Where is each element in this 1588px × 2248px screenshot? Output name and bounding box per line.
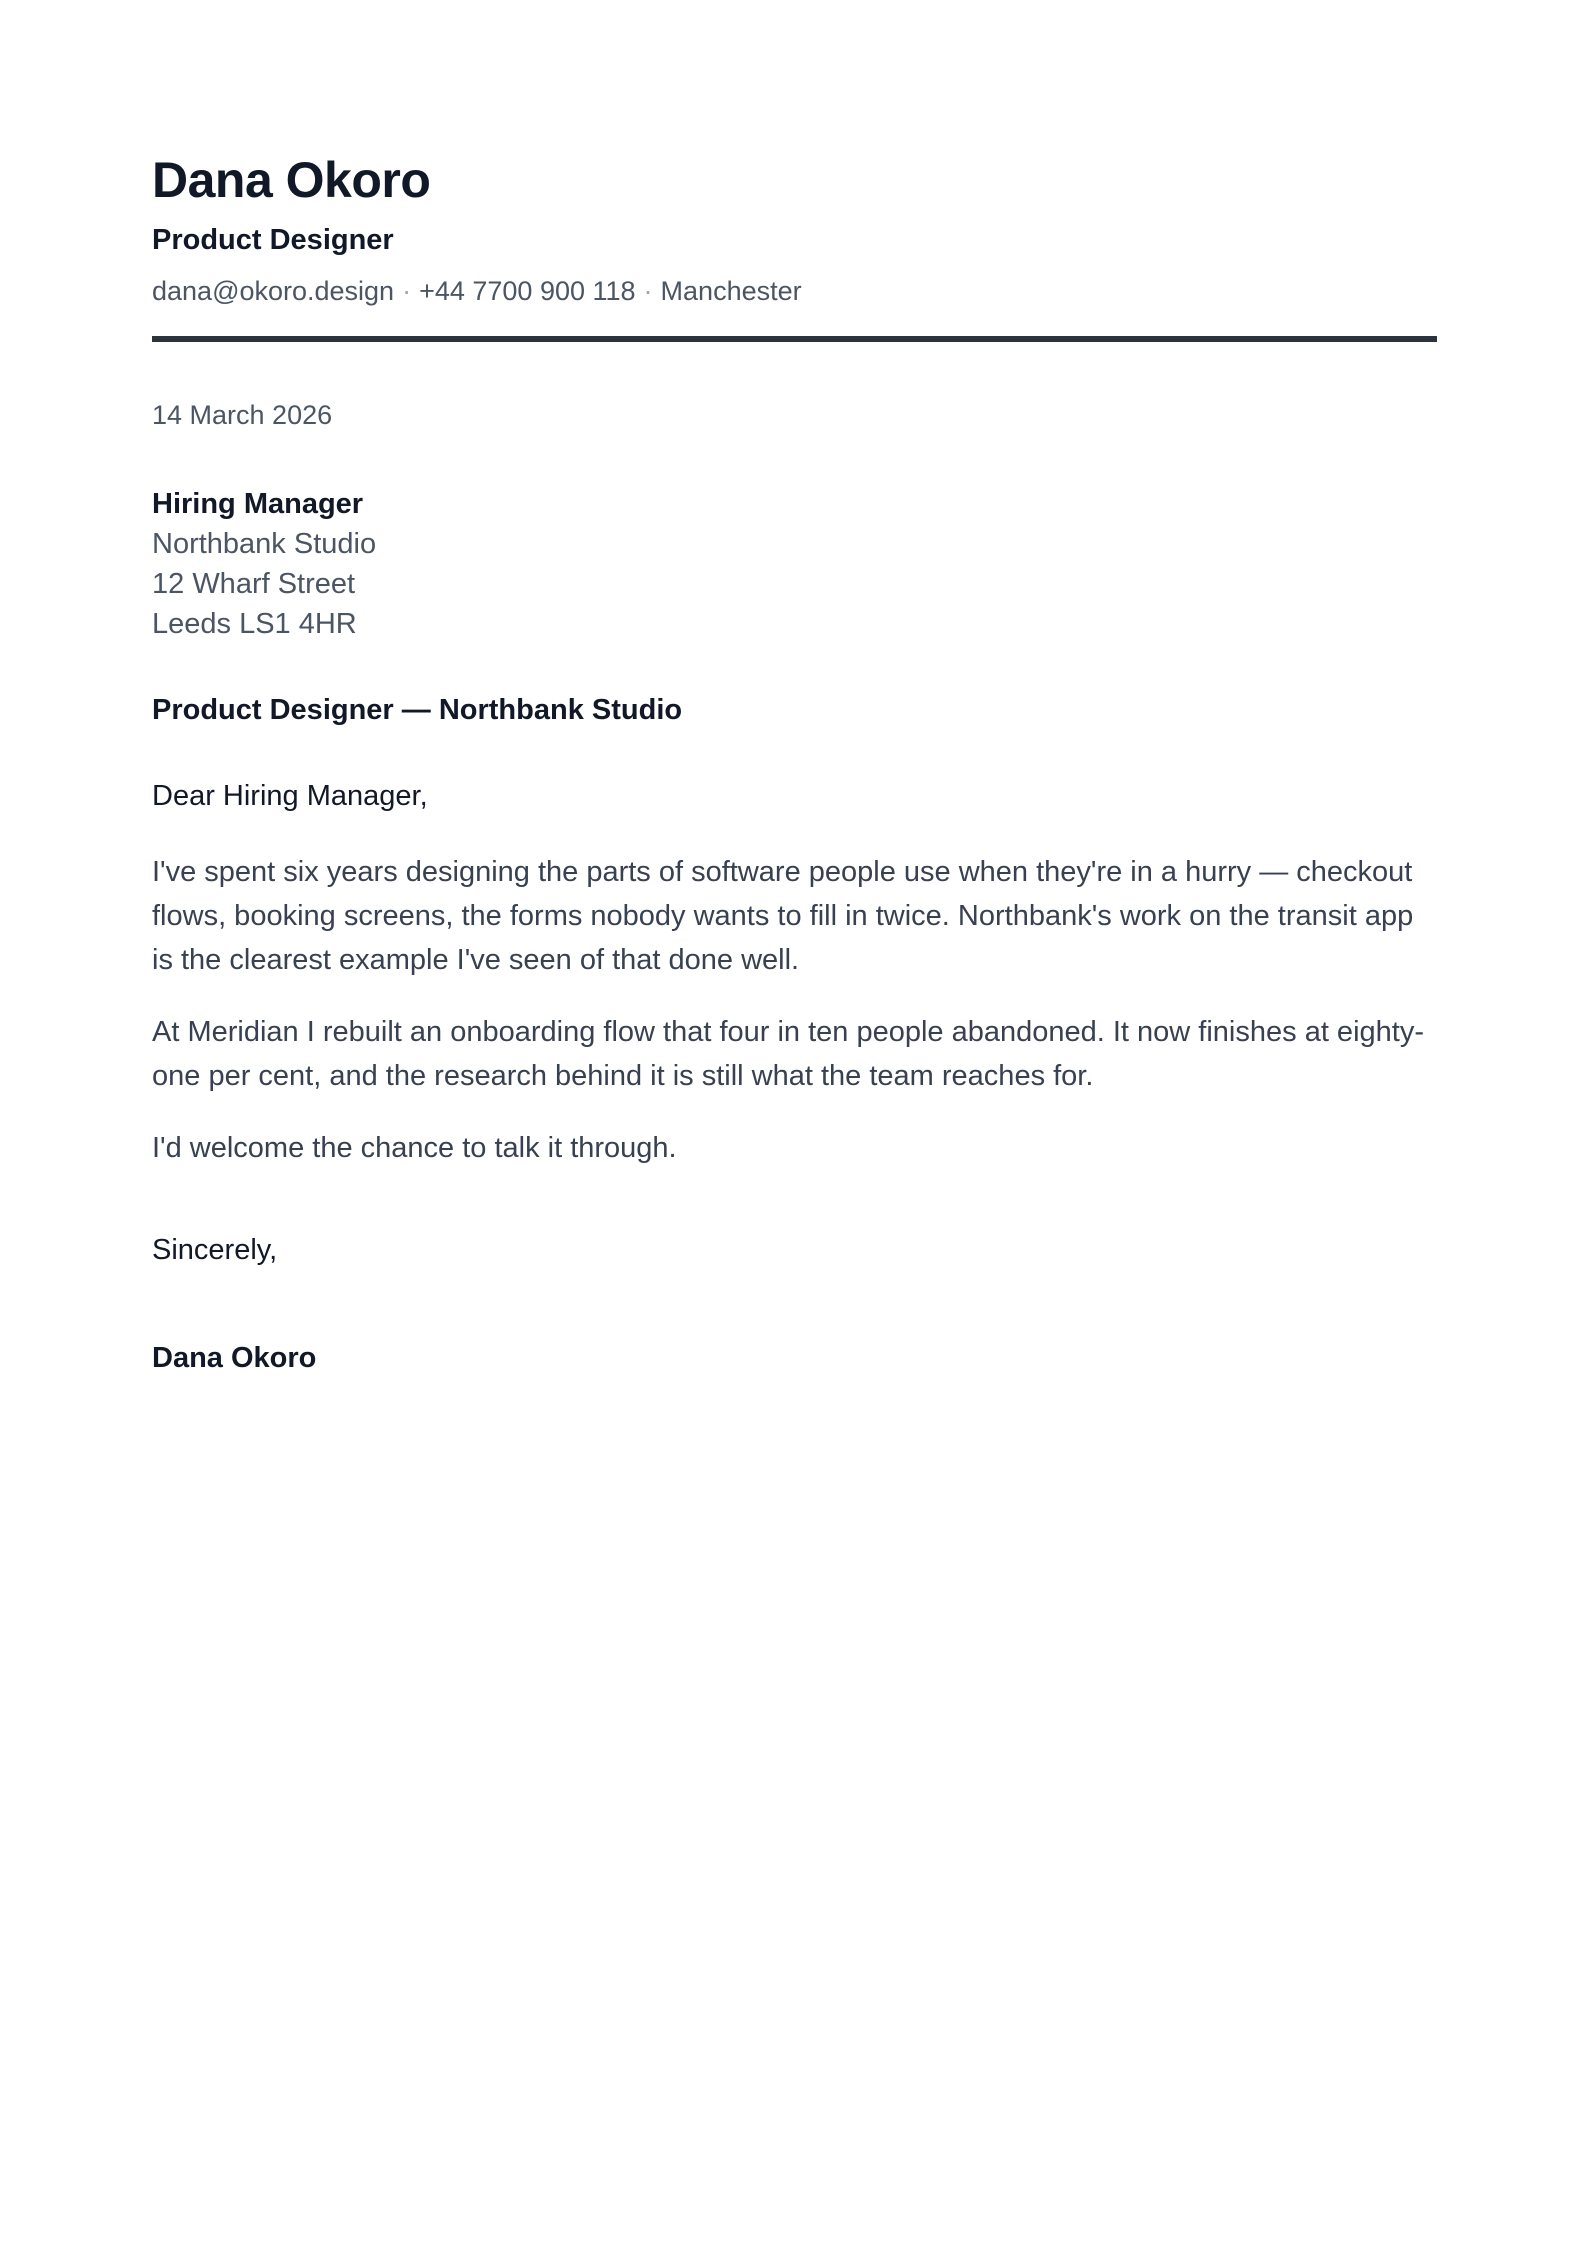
recipient-block [152,484,1437,644]
letter-subject: Product Designer — Northbank Studio [152,694,683,726]
recipient-name: Hiring Manager [152,488,364,520]
contact-separator: · [402,276,412,306]
letter-greeting: Dear Hiring Manager, [152,780,428,812]
contact-location: Manchester [660,276,802,306]
header-divider [152,336,1437,342]
letter-closing: Sincerely, [152,1234,278,1266]
contact-separator: · [643,276,653,306]
recipient-street: 12 Wharf Street [152,568,356,600]
sender-role: Product Designer [152,224,394,256]
contact-phone: +44 7700 900 118 [419,276,636,306]
letter-body [152,850,1437,1170]
sender-name: Dana Okoro [152,152,431,208]
body-paragraph: At Meridian I rebuilt an onboarding flow that four in ten people abandoned. It now finishes at eighty-one per cent, and the research behind it is still what the team reaches for. [152,1016,1424,1092]
contact-email: dana@okoro.design [152,276,395,306]
contact-line [152,274,1437,308]
recipient-company: Northbank Studio [152,528,377,560]
body-paragraph: I'd welcome the chance to talk it through. [152,1132,677,1164]
letter-sheet [152,150,1437,1376]
letter-signature: Dana Okoro [152,1342,317,1374]
body-paragraph: I've spent six years designing the parts of software people use when they're in a hurry — checkout flows, booking screens, the forms nobody wants to fill in twice. Northbank's work on the transit app is the clearest example I've seen of that done well. [152,856,1414,976]
letter-date: 14 March 2026 [152,400,333,430]
recipient-city: Leeds LS1 4HR [152,608,357,640]
